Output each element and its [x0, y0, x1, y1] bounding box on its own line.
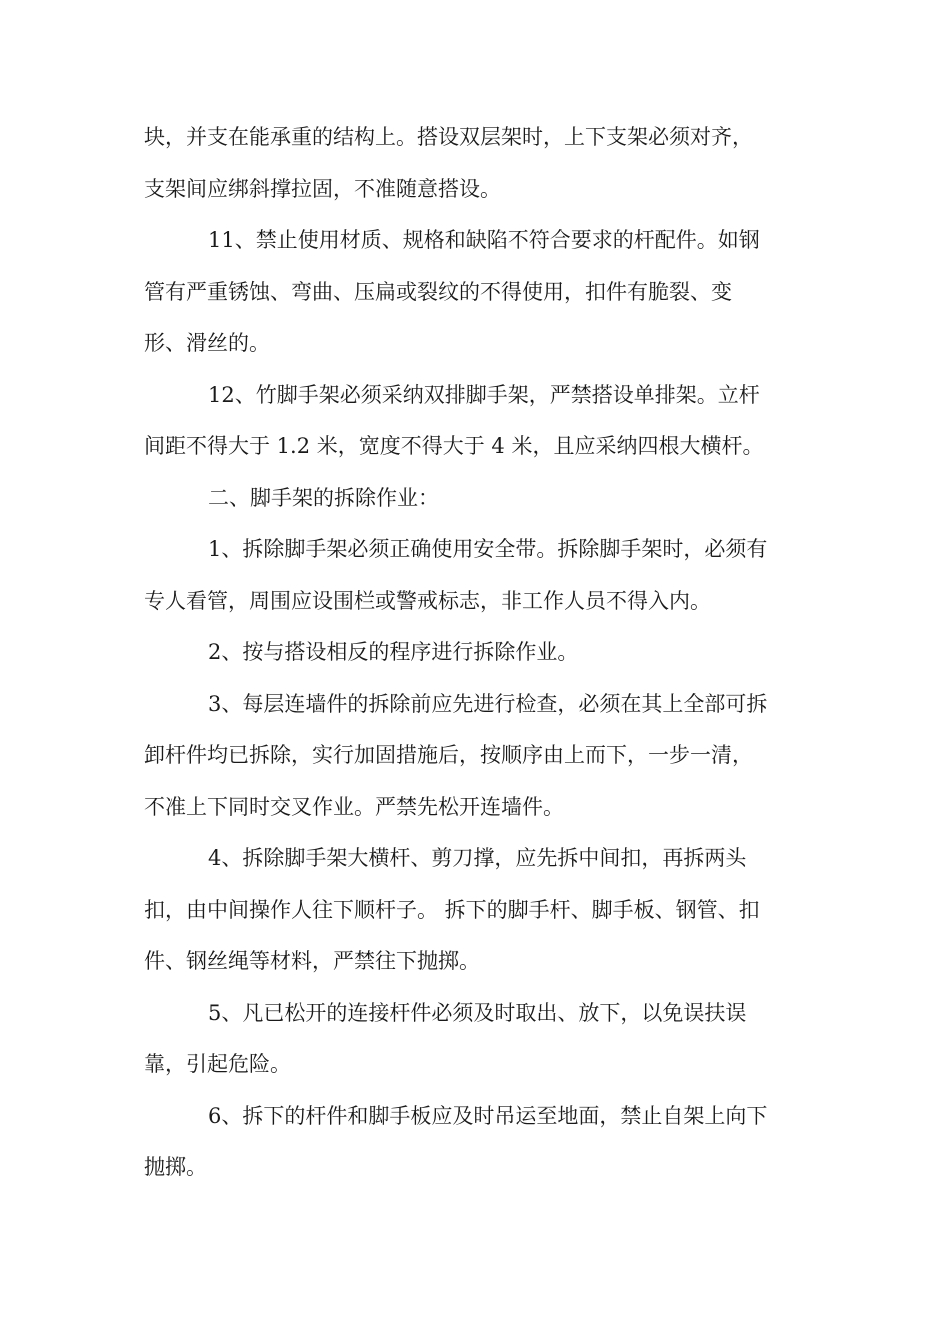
text-line: 1、拆除脚手架必须正确使用安全带。拆除脚手架时，必须有: [208, 537, 768, 561]
text-line: 不准上下同时交叉作业。严禁先松开连墙件。: [144, 794, 564, 819]
text-line: 专人看管，周围应设围栏或警戒标志，非工作人员不得入内。: [144, 588, 711, 613]
text-line: 2、按与搭设相反的程序进行拆除作业。: [208, 640, 579, 664]
text-line: 形、滑丝的。: [144, 331, 270, 355]
text-line: 4、拆除脚手架大横杆、剪刀撑，应先拆中间扣，再拆两头: [208, 846, 747, 870]
text-line: 间距不得大于 1.2 米，宽度不得大于 4 米，且应采纳四根大横杆。: [144, 434, 764, 458]
text-line: 件、钢丝绳等材料，严禁往下抛掷。: [144, 949, 480, 973]
text-line: 3、每层连墙件的拆除前应先进行检查，必须在其上全部可拆: [208, 691, 768, 716]
text-line: 卸杆件均已拆除，实行加固措施后，按顺序由上而下，一步一清，: [144, 743, 753, 767]
text-line: 支架间应绑斜撑拉固，不准随意搭设。: [144, 176, 501, 201]
text-line: 11、禁止使用材质、规格和缺陷不符合要求的杆配件。如钢: [208, 228, 760, 252]
text-line: 管有严重锈蚀、弯曲、压扁或裂纹的不得使用，扣件有脆裂、变: [144, 279, 732, 304]
document-body: [144, 112, 812, 1194]
text-line: 靠，引起危险。: [144, 1052, 291, 1076]
text-line: 块，并支在能承重的结构上。搭设双层架时，上下支架必须对齐，: [144, 125, 753, 149]
text-line: 抛掷。: [144, 1155, 207, 1179]
text-line: 6、拆下的杆件和脚手板应及时吊运至地面，禁止自架上向下: [208, 1103, 768, 1128]
text-line: 扣，由中间操作人往下顺杆子。 拆下的脚手杆、脚手板、钢管、扣: [144, 897, 760, 922]
section-heading: 二、脚手架的拆除作业：: [208, 485, 439, 510]
text-line: 12、竹脚手架必须采纳双排脚手架，严禁搭设单排架。立杆: [208, 382, 760, 407]
text-line: 5、凡已松开的连接杆件必须及时取出、放下，以免误扶误: [208, 1000, 747, 1025]
